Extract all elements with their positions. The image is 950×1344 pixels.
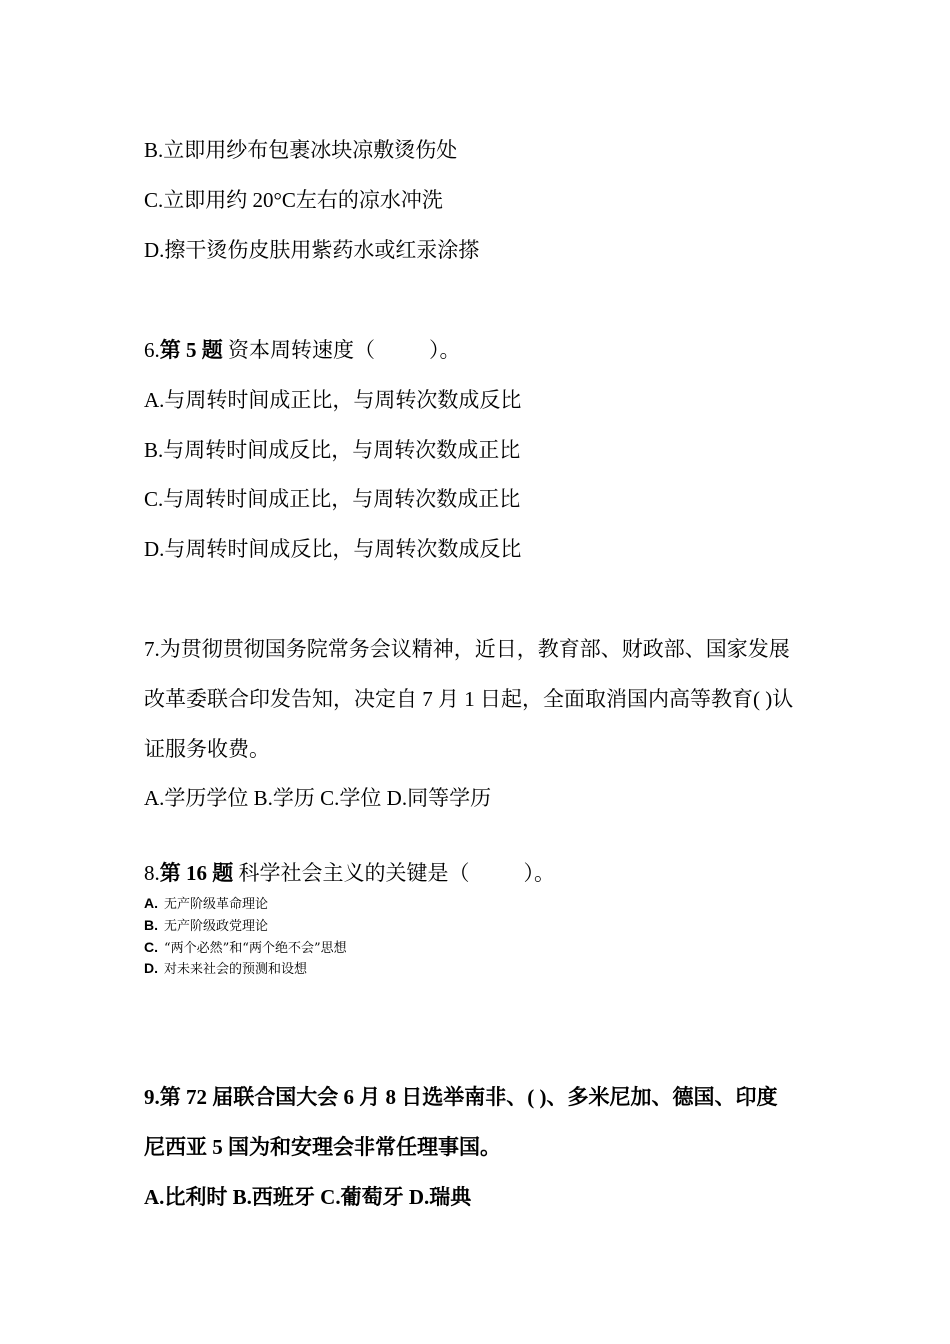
q8-option-d-text: 对未来社会的预测和设想 [164,962,308,977]
q6-option-b: B.与周转时间成反比，与周转次数成正比 [144,438,521,462]
q8-option-c-text: “两个必然”和“两个绝不会”思想 [164,941,347,956]
q9-stem-line-2: 尼西亚 5 国为和安理会非常任理事国。 [144,1135,501,1159]
q5-option-d: D.擦干烫伤皮肤用紫药水或红汞涂搽 [144,238,480,262]
q8-option-c-label: C. [144,939,158,955]
q6-tag: 第 5 题 [159,338,223,362]
q8-option-c [144,938,347,958]
q6-option-c: C.与周转时间成正比，与周转次数成正比 [144,487,521,511]
q7-stem-line-2: 改革委联合印发告知，决定自 7 月 1 日起，全面取消国内高等教育( )认 [144,687,794,711]
q8-option-a-text: 无产阶级革命理论 [164,897,269,912]
q8-option-b-label: B. [144,917,158,933]
q6-stem-text: 资本周转速度（ [222,338,375,362]
q8-tag: 第 16 题 [159,861,234,885]
q7-options: A.学历学位 B.学历 C.学位 D.同等学历 [144,786,492,810]
q5-option-b: B.立即用纱布包裹冰块凉敷烫伤处 [144,138,458,162]
q8-option-a-label: A. [144,895,158,911]
q8-stem [144,859,555,887]
q5-option-c: C.立即用约 20°C左右的凉水冲洗 [144,188,443,212]
q8-option-d [144,959,307,979]
q6-stem [144,336,461,364]
q7-stem-line-1: 7.为贯彻贯彻国务院常务会议精神，近日，教育部、财政部、国家发展 [144,637,790,661]
q6-option-d: D.与周转时间成反比，与周转次数成反比 [144,537,522,561]
q8-stem-close: ）。 [523,861,555,885]
q7-stem-line-3: 证服务收费。 [144,737,270,761]
q8-option-b-text: 无产阶级政党理论 [164,919,269,934]
q6-option-a: A.与周转时间成正比，与周转次数成反比 [144,388,522,412]
q9-stem-line-1: 9.第 72 届联合国大会 6 月 8 日选举南非、( )、多米尼加、德国、印度 [144,1085,778,1109]
q6-stem-close: ）。 [429,338,461,362]
q8-option-a [144,894,268,914]
q8-option-d-label: D. [144,960,158,976]
q8-option-b [144,916,268,936]
q9-options: A.比利时 B.西班牙 C.葡萄牙 D.瑞典 [144,1185,472,1209]
q6-number: 6. [144,338,160,362]
q8-number: 8. [144,861,160,885]
q8-stem-text: 科学社会主义的关键是（ [233,861,470,885]
